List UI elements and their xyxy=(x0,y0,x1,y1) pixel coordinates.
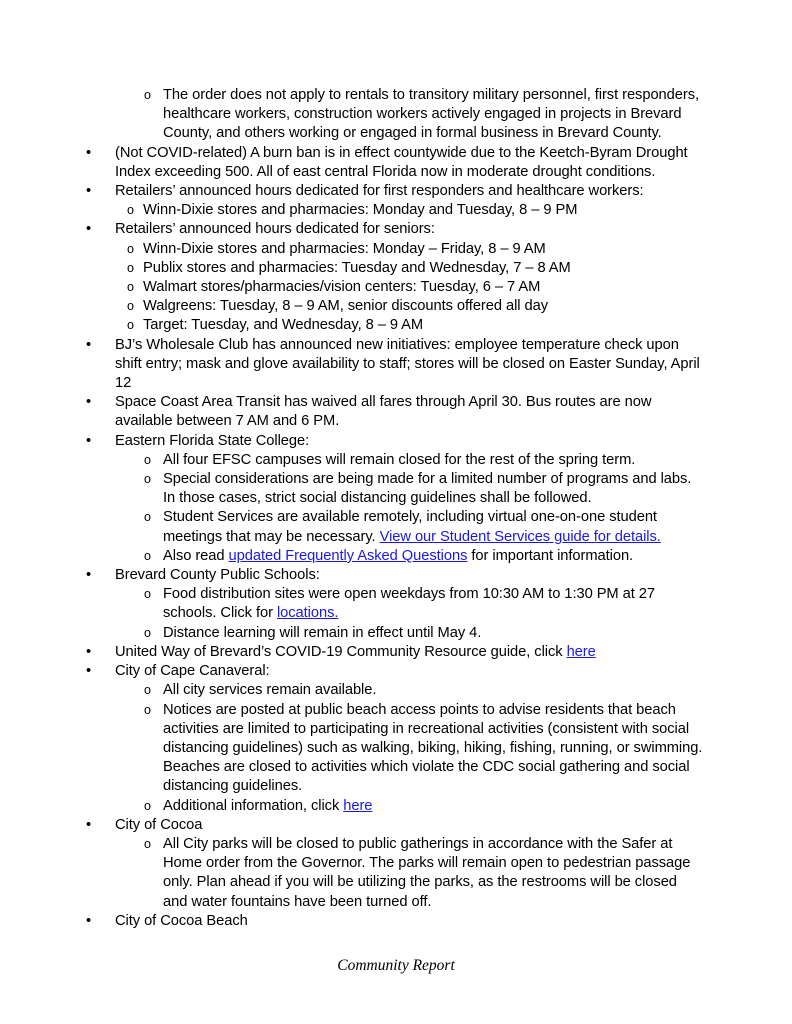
bullet-marker-icon: • xyxy=(86,144,92,161)
list-item xyxy=(85,336,703,394)
bullet-marker-icon: • xyxy=(86,663,92,680)
list-item-text xyxy=(115,182,703,201)
sub-list-item xyxy=(85,259,703,278)
hyperlink[interactable]: View our Student Services guide for details. xyxy=(379,528,661,545)
bullet-marker-icon: • xyxy=(86,394,92,411)
text-run: Eastern Florida State College: xyxy=(115,432,310,449)
circle-marker-icon: o xyxy=(127,260,134,275)
circle-marker-icon: o xyxy=(127,280,134,295)
list-item-text xyxy=(163,547,703,566)
list-item-text xyxy=(115,336,703,394)
sub-list-item xyxy=(85,297,703,316)
text-run: Space Coast Area Transit has waived all fares through April 30. Bus routes are now available between 7 AM and 6 PM. xyxy=(115,394,652,430)
text-run: City of Cocoa xyxy=(115,816,203,833)
list-item-text xyxy=(143,278,703,297)
text-run: Also read xyxy=(163,547,229,564)
text-run: All city services remain available. xyxy=(163,682,377,699)
text-run: Retailers’ announced hours dedicated for seniors: xyxy=(115,221,435,238)
list-item xyxy=(85,662,703,681)
list-item-text xyxy=(143,240,703,259)
circle-marker-icon: o xyxy=(144,587,151,602)
sub-list-item xyxy=(85,470,703,508)
list-item-text xyxy=(163,508,703,546)
list-item-text xyxy=(143,316,703,335)
sub-list-item xyxy=(85,201,703,220)
list-item-text xyxy=(163,86,703,144)
list-item-text xyxy=(115,220,703,239)
list-item-text xyxy=(115,912,703,931)
list-item-text xyxy=(163,585,703,623)
list-item-text xyxy=(163,624,703,643)
hyperlink[interactable]: updated Frequently Asked Questions xyxy=(228,547,468,564)
sub-list-item xyxy=(85,681,703,700)
sub-list-item xyxy=(85,624,703,643)
bullet-marker-icon: • xyxy=(86,183,92,200)
bullet-marker-icon: • xyxy=(86,432,92,449)
sub-list-item xyxy=(85,585,703,623)
list-item xyxy=(85,393,703,431)
text-run: Winn-Dixie stores and pharmacies: Monday and Tuesday, 8 – 9 PM xyxy=(143,202,578,219)
list-item-text xyxy=(115,643,703,662)
text-run: Food distribution sites were open weekdays from 10:30 AM to 1:30 PM at 27 schools. Click for xyxy=(163,586,655,622)
bullet-marker-icon: • xyxy=(86,221,92,238)
text-run: United Way of Brevard’s COVID-19 Community Resource guide, click xyxy=(115,643,567,660)
circle-marker-icon: o xyxy=(127,203,134,218)
document-body xyxy=(85,86,703,931)
bullet-marker-icon: • xyxy=(86,643,92,660)
list-item xyxy=(85,643,703,662)
bullet-marker-icon: • xyxy=(86,336,92,353)
list-item xyxy=(85,432,703,451)
text-run: Student Services are available remotely, including virtual one-on-one student meetings that may be necessary. xyxy=(163,509,657,545)
list-item-text xyxy=(163,470,703,508)
list-item-text xyxy=(163,701,703,797)
text-run: City of Cape Canaveral: xyxy=(115,663,270,680)
text-run: (Not COVID-related) A burn ban is in effect countywide due to the Keetch-Byram Drought Index exceeding 500. All of east central Florida now in moderate drought conditions. xyxy=(115,144,688,180)
hyperlink[interactable]: here xyxy=(343,797,373,814)
text-run: All City parks will be closed to public gatherings in accordance with the Safer at Home order from the Governor. The parks will remain open to pedestrian passage only. Plan ahead if you will be utilizing the parks, as the restrooms will be closed and water fountains have been turned off. xyxy=(163,835,691,910)
circle-marker-icon: o xyxy=(144,452,151,467)
list-item xyxy=(85,566,703,585)
bulleted-list xyxy=(85,86,703,931)
list-item-text xyxy=(163,451,703,470)
list-item xyxy=(85,144,703,182)
circle-marker-icon: o xyxy=(144,683,151,698)
list-item-text xyxy=(163,681,703,700)
text-run: for important information. xyxy=(467,547,634,564)
text-run: BJ’s Wholesale Club has announced new initiatives: employee temperature check upon shift entry; mask and glove availability to staff; stores will be closed on Easter Sunday, April 12 xyxy=(115,336,700,392)
circle-marker-icon: o xyxy=(127,318,134,333)
text-run: The order does not apply to rentals to transitory military personnel, first responders, healthcare workers, construction workers actively engaged in projects in Brevard County, and others working or engaged in formal business in Brevard County. xyxy=(163,87,700,142)
text-run: Brevard County Public Schools: xyxy=(115,567,320,584)
circle-marker-icon: o xyxy=(144,88,151,102)
bullet-marker-icon: • xyxy=(86,816,92,833)
circle-marker-icon: o xyxy=(144,548,151,563)
list-item-text xyxy=(163,835,703,912)
list-item-text xyxy=(115,432,703,451)
list-item-text xyxy=(115,662,703,681)
circle-marker-icon: o xyxy=(144,836,151,851)
list-item xyxy=(85,912,703,931)
sub-list-item xyxy=(85,240,703,259)
list-item-text xyxy=(115,816,703,835)
sub-list-item xyxy=(85,547,703,566)
list-item xyxy=(85,182,703,201)
page-footer: Community Report xyxy=(337,957,455,974)
text-run: Distance learning will remain in effect until May 4. xyxy=(163,624,482,641)
text-run: Walmart stores/pharmacies/vision centers: Tuesday, 6 – 7 AM xyxy=(143,279,541,296)
bullet-marker-icon: • xyxy=(86,912,92,929)
sub-list-item xyxy=(85,451,703,470)
list-item-text xyxy=(143,259,703,278)
text-run: Notices are posted at public beach access points to advise residents that beach activities are limited to participating in recreational activities (consistent with social distancing guidelines) such as walking, biking, hiking, fishing, running, or swimming. Beaches are closed to activities which violate the CDC social gathering and social distancing guidelines. xyxy=(163,701,703,795)
circle-marker-icon: o xyxy=(127,299,134,314)
list-item-text xyxy=(163,797,703,816)
text-run: Special considerations are being made for a limited number of programs and labs. In those cases, strict social distancing guidelines shall be followed. xyxy=(163,471,692,507)
text-run: Publix stores and pharmacies: Tuesday and Wednesday, 7 – 8 AM xyxy=(143,259,571,276)
list-item-text xyxy=(115,393,703,431)
text-run: City of Cocoa Beach xyxy=(115,912,248,929)
text-run: Winn-Dixie stores and pharmacies: Monday – Friday, 8 – 9 AM xyxy=(143,240,546,257)
hyperlink[interactable]: here xyxy=(566,643,596,660)
sub-list-item xyxy=(85,835,703,912)
text-run: Additional information, click xyxy=(163,797,344,814)
hyperlink[interactable]: locations. xyxy=(276,605,339,622)
text-run: Walgreens: Tuesday, 8 – 9 AM, senior discounts offered all day xyxy=(143,298,549,315)
list-item xyxy=(85,816,703,835)
circle-marker-icon: o xyxy=(144,798,151,813)
bullet-marker-icon: • xyxy=(86,567,92,584)
sub-list-item xyxy=(85,86,703,144)
circle-marker-icon: o xyxy=(144,702,151,717)
sub-list-item xyxy=(85,797,703,816)
text-run: All four EFSC campuses will remain closed for the rest of the spring term. xyxy=(163,451,636,468)
sub-list-item xyxy=(85,316,703,335)
circle-marker-icon: o xyxy=(144,472,151,487)
sub-list-item xyxy=(85,701,703,797)
circle-marker-icon: o xyxy=(144,625,151,640)
sub-list-item xyxy=(85,278,703,297)
list-item-text xyxy=(143,297,703,316)
text-run: Target: Tuesday, and Wednesday, 8 – 9 AM xyxy=(143,317,424,334)
list-item-text xyxy=(115,144,703,182)
list-item xyxy=(85,220,703,239)
sub-list-item xyxy=(85,508,703,546)
circle-marker-icon: o xyxy=(144,510,151,525)
list-item-text xyxy=(143,201,703,220)
circle-marker-icon: o xyxy=(127,241,134,256)
list-item-text xyxy=(115,566,703,585)
text-run: Retailers’ announced hours dedicated for first responders and healthcare workers: xyxy=(115,183,644,200)
